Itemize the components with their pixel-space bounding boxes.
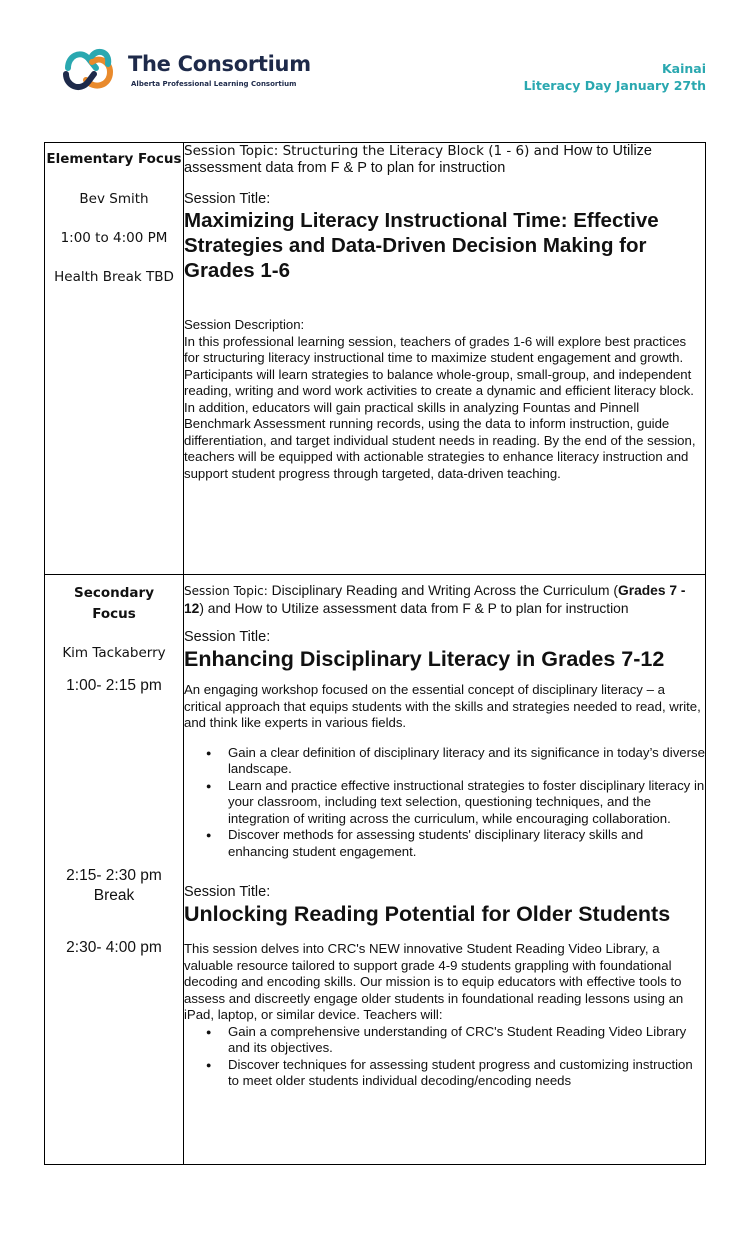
secondary-title-label: Session Title:: [184, 629, 271, 645]
event-info: [524, 60, 706, 94]
brand-tagline: Alberta Professional Learning Consortium: [131, 80, 297, 88]
secondary-intro: An engaging workshop focused on the essential concept of disciplinary literacy – a critical approach that equips students with the skills and strategies needed to read, write, and think like experts in various fields.: [184, 682, 701, 730]
secondary-session-cell: [184, 575, 706, 1165]
event-date: Literacy Day January 27th: [523, 78, 706, 93]
secondary-focus-line-2: Focus: [92, 606, 136, 622]
secondary-presenter: Kim Tackaberry: [62, 645, 166, 661]
consortium-logo-icon: [58, 42, 114, 98]
secondary-topic-part-c: ) and How to Utilize assessment data from F & P to plan for instruction: [199, 601, 629, 616]
secondary-info-cell: [45, 575, 184, 1165]
elementary-presenter: Bev Smith: [79, 191, 149, 207]
schedule-table: [44, 142, 706, 1165]
secondary-focus-line-1: Secondary: [74, 585, 154, 601]
elementary-focus-label: Elementary Focus: [46, 151, 182, 167]
elementary-time: 1:00 to 4:00 PM: [60, 230, 168, 246]
list-item: ● Discover techniques for assessing student progress and customizing instruction to meet older students individual decoding/encoding needs: [228, 1057, 705, 1090]
secondary-title2-label: Session Title:: [184, 884, 271, 900]
elementary-topic-label: Session Topic:: [184, 143, 283, 159]
secondary-session-title-2: Unlocking Reading Potential for Older Students: [184, 902, 671, 926]
list-item: ● Discover methods for assessing students' disciplinary literacy skills and enhancing student engagement.: [228, 827, 705, 860]
secondary-time-2: 2:15- 2:30 pm: [66, 867, 162, 884]
elementary-session-title: Maximizing Literacy Instructional Time: Effective Strategies and Data-Driven Decision Making for Grades 1-6: [184, 209, 659, 282]
elementary-title-label: Session Title:: [184, 191, 271, 207]
page-header: [0, 0, 750, 120]
elementary-topic-text: Structuring the Literacy Block (1 - 6) and: [282, 143, 564, 159]
elementary-description: In this professional learning session, teachers of grades 1-6 will explore best practices for structuring literacy instructional time to maximize student engagement and growth. Participants will learn strategies to balance whole-group, small-group, and independent reading, writing and word work activities to create a dynamic and efficient literacy block. In addition, educators will gain practical skills in analyzing Fountas and Pinnell Benchmark Assessment running records, using the data to inform instruction, guide differentiation, and target individual student needs in reading. By the end of the session, teachers will be equipped with actionable strategies to enhance literacy instruction and support student progress through targeted, data-driven teaching.: [184, 333, 696, 481]
secondary-topic-grades: Grades 7 - 12: [184, 583, 686, 616]
brand-name: The Consortium: [128, 52, 311, 76]
elementary-session-cell: [184, 143, 706, 575]
elementary-info-cell: [45, 143, 184, 575]
secondary-topic-label: Session Topic:: [184, 584, 272, 598]
secondary-break-label: Break: [93, 887, 135, 904]
secondary-bullet-list-2: [184, 1024, 705, 1090]
event-location: Kainai: [661, 61, 706, 76]
elementary-topic: [184, 143, 705, 177]
secondary-session-title: Enhancing Disciplinary Literacy in Grades 7-12: [184, 647, 665, 671]
elementary-description-label: Session Description:: [184, 317, 305, 332]
elementary-row: [45, 143, 706, 575]
secondary-time-1: 1:00- 2:15 pm: [66, 677, 162, 694]
secondary-topic: [184, 582, 705, 617]
elementary-break: Health Break TBD: [54, 269, 174, 285]
secondary-description-2: This session delves into CRC's NEW innovative Student Reading Video Library, a valuable resource tailored to support grade 4-9 students grappling with foundational decoding and encoding skills. Our mission is to equip educators with effective tools to assess and discreetly engage older students in foundational reading lessons using an iPad, laptop, or similar device. Teachers will:: [184, 941, 684, 1022]
secondary-focus-label: [45, 583, 183, 625]
list-item: ● Gain a clear definition of disciplinary literacy and its significance in today’s diverse landscape.: [228, 745, 705, 778]
secondary-bullet-list: [184, 745, 705, 861]
list-item: ● Gain a comprehensive understanding of CRC's Student Reading Video Library and its objectives.: [228, 1024, 705, 1057]
elementary-topic-text-2: How to Utilize assessment data from F & P to plan for instruction: [184, 143, 652, 176]
secondary-topic-part-a: Disciplinary Reading and Writing Across the Curriculum (: [271, 583, 618, 598]
secondary-time-3: 2:30- 4:00 pm: [66, 939, 162, 956]
list-item: ● Learn and practice effective instructional strategies to foster disciplinary literacy in your classroom, including text selection, questioning techniques, and the integration of writing across the curriculum, while encouraging collaboration.: [228, 778, 705, 828]
secondary-row: [45, 575, 706, 1165]
